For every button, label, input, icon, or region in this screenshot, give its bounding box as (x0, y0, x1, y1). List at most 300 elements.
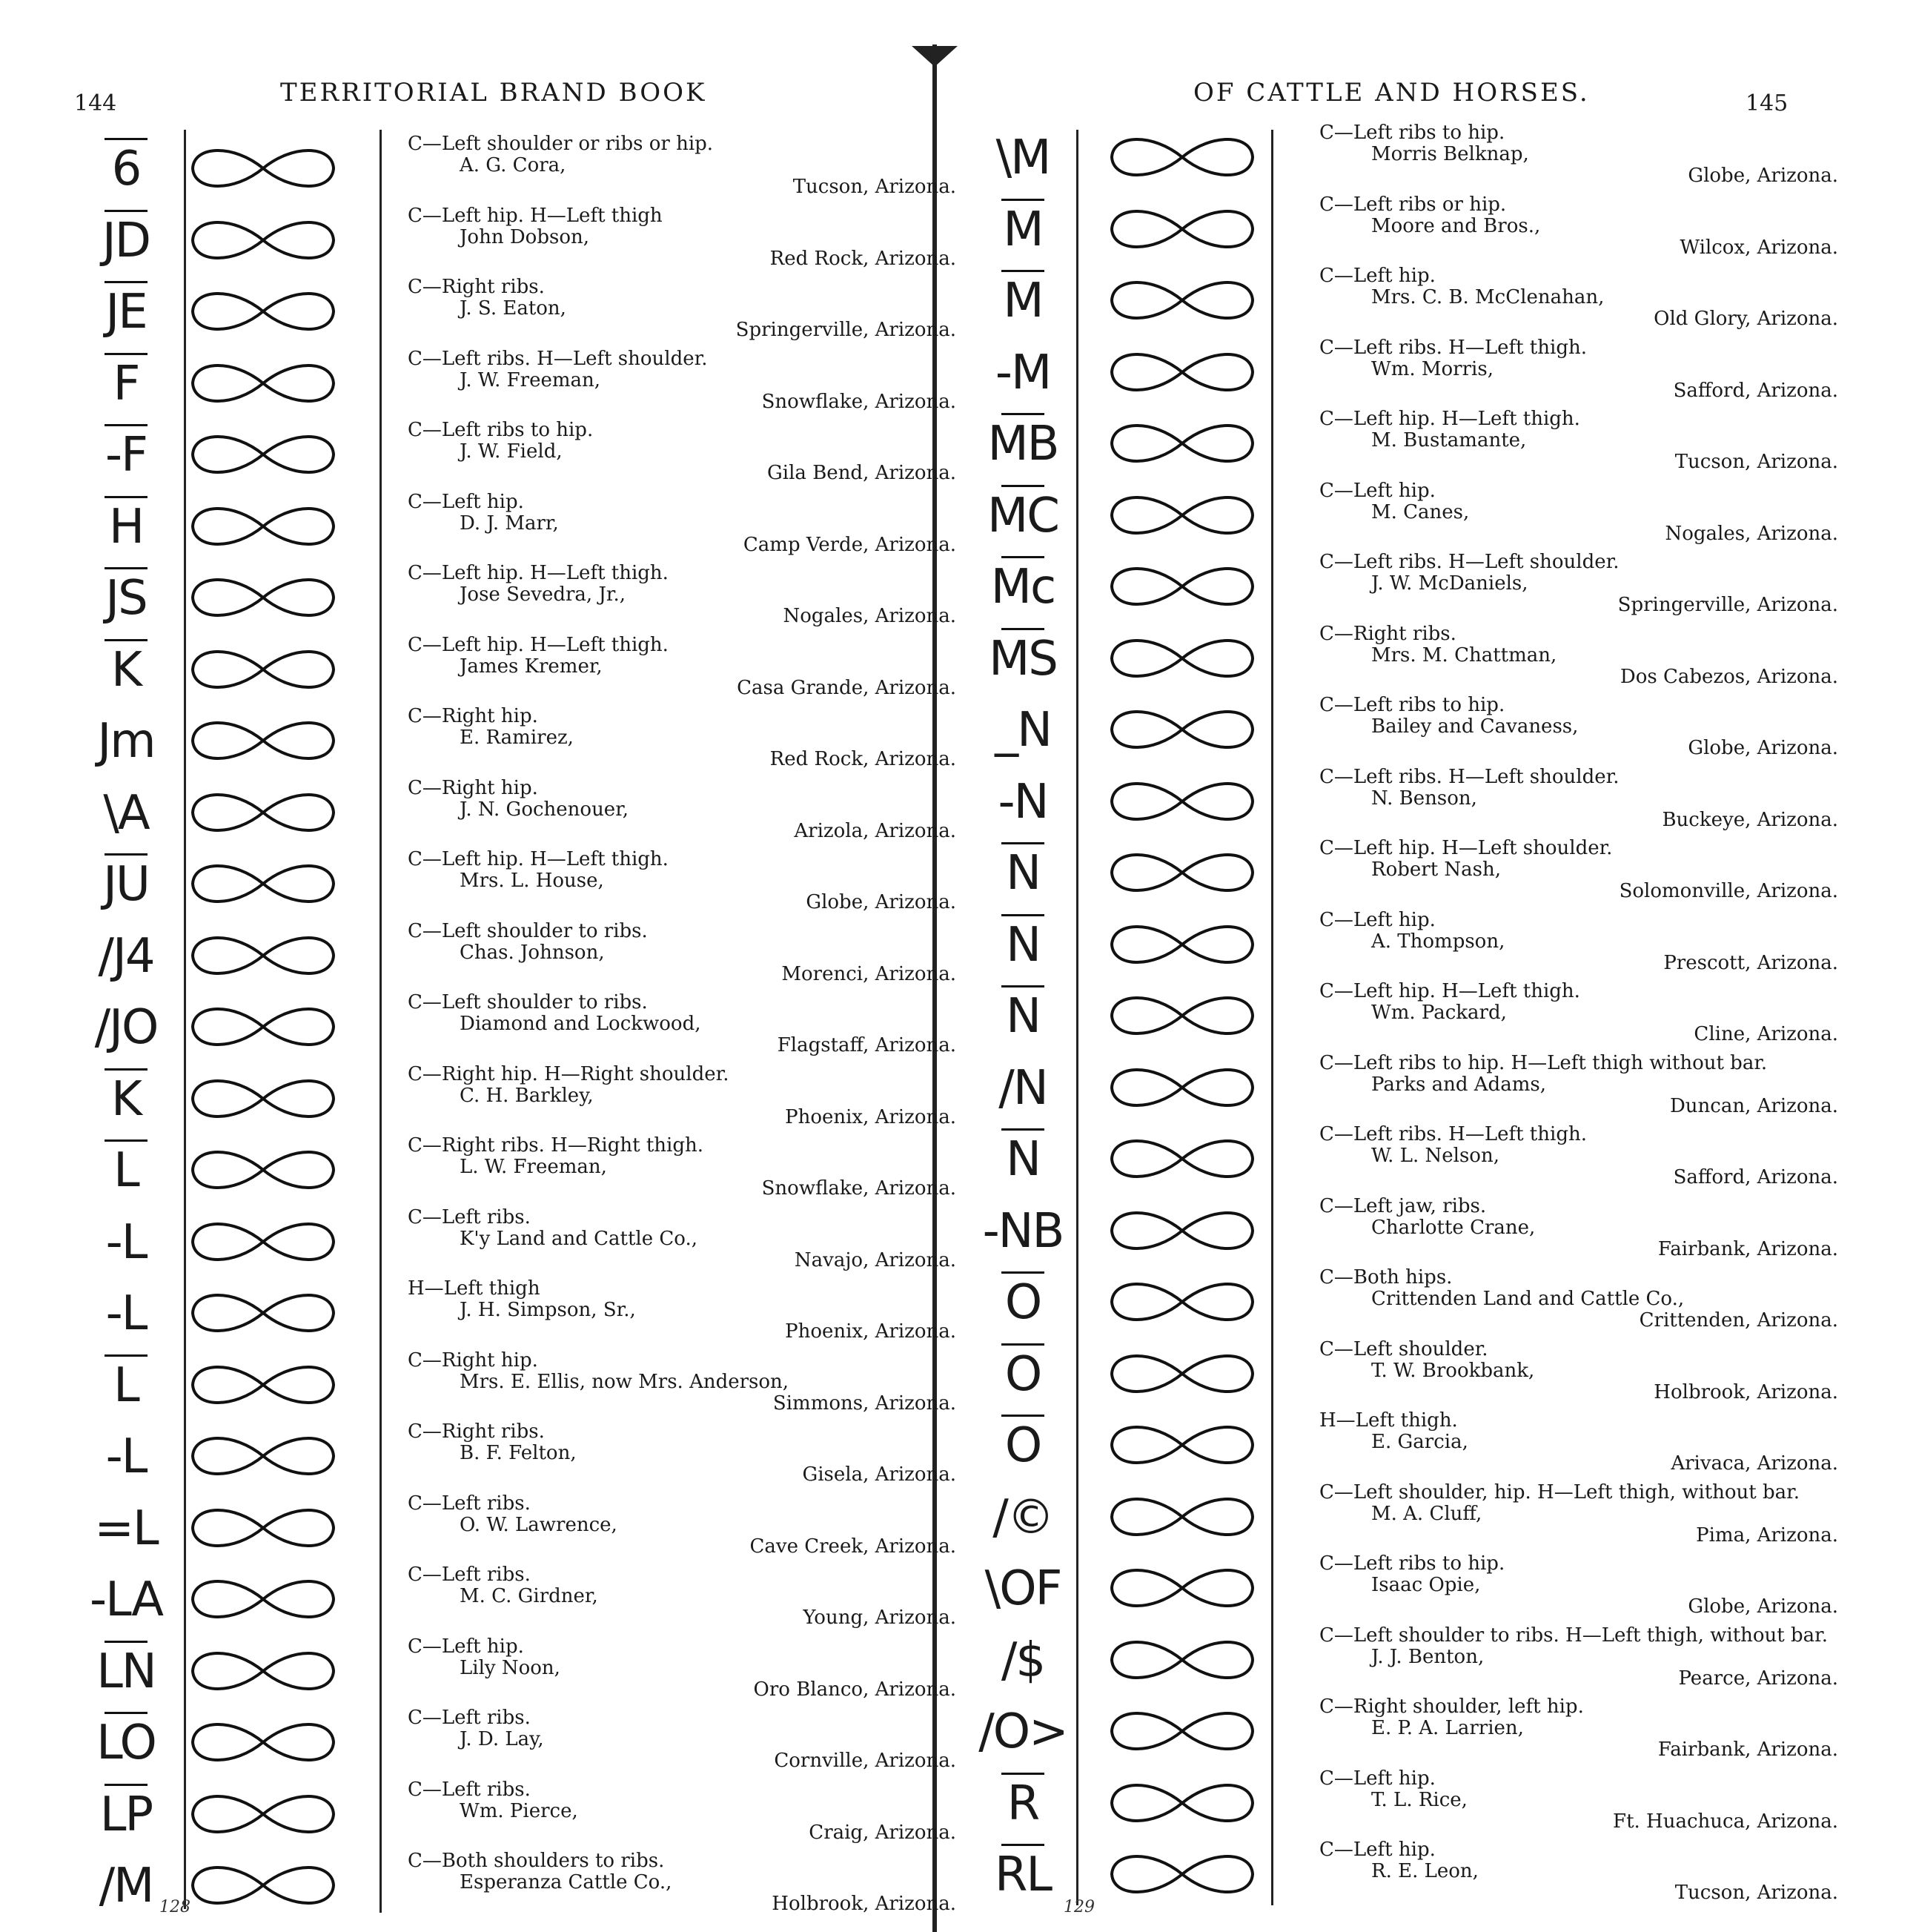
brand-mark-text: L (113, 1143, 139, 1198)
brand-entry (74, 1778, 956, 1850)
brand-mark (74, 849, 178, 920)
brand-mark-text: 6 (111, 142, 141, 196)
animal-hide-diagram (1104, 1556, 1260, 1620)
brand-description (408, 205, 956, 270)
animal-hide-diagram (185, 566, 341, 629)
brand-description (1319, 623, 1838, 688)
brand-description (408, 420, 956, 484)
brand-location: C—Left ribs. (408, 1564, 531, 1586)
hide-outline-icon (1104, 340, 1260, 404)
brand-entry (964, 838, 1897, 909)
brand-location: C—Left shoulder to ribs. H—Left thigh, without bar. (1319, 1624, 1828, 1647)
animal-hide-diagram (185, 1210, 341, 1274)
brand-description (1319, 194, 1838, 259)
page-number: 145 (1746, 90, 1789, 116)
animal-hide-diagram (1104, 411, 1260, 475)
brand-owner: D. J. Marr, (460, 512, 559, 535)
brand-place: Cave Creek, Arizona. (749, 1535, 956, 1558)
brand-description (408, 1278, 956, 1343)
brand-location: C—Left ribs. (408, 1778, 531, 1801)
brand-description (1319, 1196, 1838, 1260)
brand-location: C—Left hip. H—Left thigh. (1319, 980, 1580, 1002)
brand-bar (105, 210, 147, 212)
margin-note: 128 (159, 1898, 190, 1916)
brand-owner: Moore and Bros., (1371, 214, 1541, 237)
hide-outline-icon (185, 423, 341, 486)
brand-entry (74, 1850, 956, 1922)
animal-hide-diagram (185, 208, 341, 272)
brand-mark (964, 1482, 1082, 1553)
animal-hide-diagram (185, 1782, 341, 1846)
hide-outline-icon (185, 494, 341, 558)
brand-mark (964, 1196, 1082, 1267)
brand-location: C—Left ribs. H—Left shoulder. (1319, 551, 1620, 573)
brand-place: Arizola, Arizona. (794, 819, 956, 842)
brand-description (408, 492, 956, 556)
brand-mark-text: -M (995, 345, 1051, 400)
brand-entry (964, 1839, 1897, 1911)
brand-description (408, 1064, 956, 1128)
brand-mark (964, 838, 1082, 909)
animal-hide-diagram (1104, 626, 1260, 690)
brand-location: C—Left ribs. H—Left shoulder. (408, 347, 708, 370)
brand-place: Simmons, Arizona. (772, 1392, 956, 1415)
brand-owner: J. W. Field, (460, 440, 563, 463)
brand-description (408, 1350, 956, 1415)
brand-mark-text: JD (102, 213, 150, 268)
brand-owner: J. D. Lay, (460, 1728, 544, 1750)
brand-entry (964, 1053, 1897, 1124)
brand-mark (74, 1779, 178, 1850)
brand-description (408, 778, 956, 842)
brand-place: Gisela, Arizona. (802, 1463, 956, 1486)
hide-outline-icon (1104, 1699, 1260, 1763)
brand-owner: J. W. Freeman, (460, 368, 601, 391)
brand-location: C—Right hip. H—Right shoulder. (408, 1062, 729, 1085)
brand-location: C—Right ribs. (1319, 622, 1456, 645)
brand-place: Dos Cabezos, Arizona. (1620, 665, 1838, 688)
brand-location: C—Right shoulder, left hip. (1319, 1696, 1584, 1718)
brand-owner: James Kremer, (460, 655, 603, 678)
brand-place: Wilcox, Arizona. (1680, 236, 1838, 259)
animal-hide-diagram (185, 494, 341, 558)
hide-outline-icon (185, 924, 341, 987)
brand-description (1319, 1839, 1838, 1904)
animal-hide-diagram (185, 1639, 341, 1703)
brand-owner: Mrs. M. Chattman, (1371, 644, 1557, 666)
animal-hide-diagram (185, 423, 341, 486)
brand-mark-text: MC (987, 488, 1058, 543)
brand-place: Ft. Huachuca, Arizona. (1613, 1810, 1838, 1833)
animal-hide-diagram (185, 1496, 341, 1560)
brand-place: Prescott, Arizona. (1663, 951, 1838, 974)
brand-bar (105, 496, 147, 498)
animal-hide-diagram (185, 995, 341, 1059)
brand-mark (74, 1564, 178, 1635)
brand-entry (964, 408, 1897, 480)
brand-owner: M. C. Girdner, (460, 1585, 598, 1607)
brand-entry (964, 1267, 1897, 1338)
brand-owner: John Dobson, (460, 225, 589, 248)
brand-mark (74, 1707, 178, 1779)
brand-mark-text: -NB (982, 1203, 1064, 1259)
brand-bar (105, 567, 147, 569)
brand-entry (74, 204, 956, 277)
brand-place: Safford, Arizona. (1673, 1166, 1838, 1188)
brand-place: Old Glory, Arizona. (1654, 308, 1838, 330)
animal-hide-diagram (1104, 1628, 1260, 1692)
brand-owner: M. A. Cluff, (1371, 1502, 1482, 1525)
hide-outline-icon (1104, 1199, 1260, 1263)
brand-description (1319, 480, 1838, 545)
brand-location: C—Left ribs. (408, 1205, 531, 1228)
brand-mark (74, 1135, 178, 1206)
animal-hide-diagram (185, 351, 341, 415)
brand-owner: Esperanza Cattle Co., (460, 1871, 672, 1893)
brand-mark-text: K (111, 642, 141, 698)
brand-description (408, 635, 956, 699)
hide-outline-icon (1104, 1127, 1260, 1191)
brand-location: C—Left jaw, ribs. (1319, 1194, 1487, 1217)
brand-owner: J. N. Gochenouer, (460, 798, 629, 821)
brand-owner: M. Bustamante, (1371, 429, 1527, 451)
brand-owner: K'y Land and Cattle Co., (460, 1227, 697, 1250)
brand-bar (105, 639, 147, 641)
brand-mark (964, 552, 1082, 623)
brand-entry (964, 1696, 1897, 1767)
brand-mark-text: /J4 (98, 928, 154, 984)
brand-description (1319, 910, 1838, 974)
brand-place: Springerville, Arizona. (735, 319, 956, 341)
brand-mark-text: _N (995, 703, 1051, 758)
brand-mark (964, 194, 1082, 265)
hide-outline-icon (1104, 268, 1260, 332)
brand-mark-text: L (113, 1357, 139, 1413)
brand-description (408, 849, 956, 913)
brand-location: C—Left hip. H—Left thigh. (408, 633, 669, 656)
hide-outline-icon (1104, 555, 1260, 618)
brand-entry (74, 1564, 956, 1635)
brand-entry (964, 767, 1897, 838)
brand-place: Holbrook, Arizona. (772, 1893, 956, 1915)
brand-entry (964, 1339, 1897, 1410)
brand-description (408, 348, 956, 413)
animal-hide-diagram (1104, 1699, 1260, 1763)
brand-place: Oro Blanco, Arizona. (753, 1678, 956, 1701)
brand-bar (105, 853, 147, 856)
brand-owner: C. H. Barkley, (460, 1084, 594, 1107)
animal-hide-diagram (1104, 340, 1260, 404)
brand-description (408, 1850, 956, 1915)
right-page (945, 0, 1916, 1932)
hide-outline-icon (1104, 197, 1260, 261)
brand-mark (74, 921, 178, 992)
brand-location: C—Left shoulder, hip. H—Left thigh, without bar. (1319, 1481, 1800, 1503)
brand-location: C—Left hip. H—Left thigh (408, 204, 663, 227)
brand-mark (964, 408, 1082, 480)
brand-description (408, 1493, 956, 1558)
brand-location: C—Left ribs. H—Left thigh. (1319, 1123, 1587, 1145)
brand-mark (74, 1421, 178, 1492)
brand-entry (74, 848, 956, 920)
brand-description (408, 1564, 956, 1629)
brand-place: Camp Verde, Arizona. (743, 533, 956, 556)
hide-outline-icon (185, 351, 341, 415)
animal-hide-diagram (1104, 698, 1260, 761)
brand-entry (964, 1196, 1897, 1267)
brand-mark (74, 133, 178, 205)
brand-entry (74, 919, 956, 992)
animal-hide-diagram (1104, 555, 1260, 618)
hide-outline-icon (185, 638, 341, 701)
brand-description (1319, 1124, 1838, 1188)
brand-mark (964, 1696, 1082, 1767)
brand-place: Fairbank, Arizona. (1657, 1237, 1838, 1260)
brand-description (1319, 265, 1838, 330)
hide-outline-icon (1104, 984, 1260, 1048)
brand-entry (74, 1134, 956, 1206)
brand-entry (964, 265, 1897, 337)
brand-place: Snowflake, Arizona. (761, 1177, 956, 1200)
brand-mark-text: /JO (94, 1000, 158, 1055)
hide-outline-icon (1104, 1413, 1260, 1477)
brand-owner: E. Ramirez, (460, 727, 574, 749)
brand-mark-text: O (1004, 1275, 1041, 1330)
brand-entry (74, 1420, 956, 1492)
brand-place: Red Rock, Arizona. (769, 247, 956, 270)
hide-outline-icon (185, 1710, 341, 1774)
animal-hide-diagram (185, 1281, 341, 1345)
brand-entry (964, 695, 1897, 766)
brand-mark-text: /N (998, 1060, 1047, 1116)
hide-outline-icon (185, 852, 341, 916)
brand-entry (74, 276, 956, 348)
hide-outline-icon (1104, 770, 1260, 833)
brand-mark-text: /O> (978, 1704, 1067, 1759)
brand-description (1319, 767, 1838, 831)
brand-entry (74, 1635, 956, 1707)
brand-location: C—Left hip. (408, 1635, 524, 1658)
brand-owner: N. Benson, (1371, 787, 1477, 810)
brand-place: Globe, Arizona. (806, 891, 956, 913)
brand-place: Springerville, Arizona. (1617, 594, 1838, 616)
brand-owner: Chas. Johnson, (460, 941, 605, 964)
hide-outline-icon (185, 566, 341, 629)
brand-place: Snowflake, Arizona. (761, 390, 956, 413)
brand-mark (74, 635, 178, 706)
hide-outline-icon (1104, 483, 1260, 547)
brand-mark-text: LP (99, 1787, 153, 1842)
brand-mark-text: RL (994, 1847, 1052, 1902)
running-title: OF CATTLE AND HORSES. (1193, 78, 1590, 107)
brand-place: Pima, Arizona. (1696, 1524, 1838, 1546)
brand-description (1319, 552, 1838, 616)
brand-description (1319, 1768, 1838, 1833)
brand-entry (964, 552, 1897, 623)
brand-mark (74, 778, 178, 849)
brand-description (408, 1207, 956, 1271)
brand-bar (1001, 485, 1044, 487)
brand-description (408, 992, 956, 1056)
brand-description (408, 1421, 956, 1486)
brand-location: H—Left thigh. (1319, 1409, 1458, 1432)
brand-mark (964, 1410, 1082, 1481)
hide-outline-icon (1104, 913, 1260, 976)
animal-hide-diagram (1104, 1342, 1260, 1406)
brand-location: C—Left hip. (408, 490, 524, 513)
brand-mark (964, 265, 1082, 337)
brand-mark-text: \M (995, 130, 1050, 185)
brand-owner: J. W. McDaniels, (1371, 572, 1528, 595)
brand-mark (74, 1207, 178, 1278)
hide-outline-icon (1104, 411, 1260, 475)
brand-location: C—Left ribs. (408, 1707, 531, 1729)
brand-location: C—Left ribs. (408, 1492, 531, 1515)
brand-location: C—Left shoulder to ribs. (408, 991, 648, 1013)
brand-mark-text: N (1006, 846, 1040, 901)
brand-location: C—Left hip. H—Left thigh. (408, 848, 669, 870)
brand-owner: Wm. Morris, (1371, 357, 1494, 380)
hide-outline-icon (185, 1853, 341, 1917)
brand-mark-text: LN (96, 1644, 156, 1699)
brand-description (1319, 838, 1838, 902)
brand-entry (964, 1124, 1897, 1195)
brand-entry (964, 981, 1897, 1052)
brand-owner: Robert Nash, (1371, 859, 1502, 881)
brand-place: Casa Grande, Arizona. (737, 676, 956, 699)
brand-location: C—Right hip. (408, 705, 538, 727)
hide-outline-icon (185, 1067, 341, 1131)
brand-mark-text: O (1004, 1346, 1041, 1402)
brand-description (1319, 1482, 1838, 1546)
hide-outline-icon (185, 279, 341, 343)
brand-place: Craig, Arizona. (809, 1821, 956, 1844)
brand-entry (74, 1205, 956, 1278)
hide-outline-icon (185, 1353, 341, 1417)
animal-hide-diagram (185, 1567, 341, 1631)
brand-description (1319, 981, 1838, 1045)
brand-description (408, 1135, 956, 1200)
animal-hide-diagram (1104, 125, 1260, 189)
brand-description (408, 1636, 956, 1701)
brand-description (1319, 337, 1838, 402)
brand-bar (105, 1068, 147, 1071)
brand-mark (964, 767, 1082, 838)
brand-place: Holbrook, Arizona. (1654, 1380, 1838, 1403)
brand-bar (105, 1641, 147, 1643)
brand-owner: T. L. Rice, (1371, 1788, 1468, 1811)
brand-bar (105, 1354, 147, 1357)
brand-owner: T. W. Brookbank, (1371, 1359, 1535, 1382)
brand-mark (74, 492, 178, 563)
animal-hide-diagram (185, 1424, 341, 1488)
hide-outline-icon (185, 1424, 341, 1488)
brand-location: H—Left thigh (408, 1277, 540, 1300)
brand-location: C—Left ribs to hip. (408, 419, 594, 441)
brand-entry (74, 419, 956, 491)
brand-mark-text: /M (99, 1859, 153, 1913)
animal-hide-diagram (1104, 984, 1260, 1048)
brand-description (408, 133, 956, 198)
animal-hide-diagram (1104, 1127, 1260, 1191)
hide-outline-icon (185, 208, 341, 272)
brand-location: C—Left hip. H—Left thigh. (1319, 408, 1580, 430)
animal-hide-diagram (1104, 1485, 1260, 1549)
brand-description (1319, 408, 1838, 473)
brand-place: Cornville, Arizona. (774, 1750, 956, 1772)
brand-owner: Isaac Opie, (1371, 1574, 1481, 1596)
brand-entry (964, 1625, 1897, 1696)
brand-location: C—Left shoulder. (1319, 1337, 1488, 1360)
brand-description (1319, 1553, 1838, 1618)
hide-outline-icon (185, 995, 341, 1059)
brand-location: C—Left ribs or hip. (1319, 193, 1507, 216)
brand-entry (74, 1062, 956, 1135)
left-page (0, 0, 956, 1932)
brand-mark (74, 706, 178, 777)
brand-mark-text: -F (105, 428, 147, 483)
brand-entry (964, 194, 1897, 265)
brand-location: C—Left shoulder to ribs. (408, 919, 648, 942)
brand-entry (74, 991, 956, 1063)
brand-location: C—Left ribs. H—Left shoulder. (1319, 765, 1620, 788)
brand-location: C—Left ribs to hip. (1319, 694, 1505, 716)
brand-mark (964, 1768, 1082, 1839)
brand-mark-text: O (1004, 1418, 1041, 1473)
brand-location: C—Left ribs to hip. (1319, 1552, 1505, 1575)
brand-mark (964, 981, 1082, 1052)
brand-location: C—Right hip. (408, 1349, 538, 1372)
brand-mark (74, 1350, 178, 1421)
brand-place: Buckeye, Arizona. (1662, 808, 1838, 831)
brand-mark (74, 1064, 178, 1135)
brand-mark-text: JS (105, 571, 147, 626)
animal-hide-diagram (1104, 913, 1260, 976)
brand-mark (964, 1053, 1082, 1124)
brand-mark-text: MS (989, 631, 1057, 687)
brand-mark-text: \A (103, 785, 149, 841)
animal-hide-diagram (1104, 770, 1260, 833)
brand-place: Fairbank, Arizona. (1657, 1739, 1838, 1761)
brand-entry (74, 347, 956, 420)
hide-outline-icon (185, 1138, 341, 1202)
brand-owner: Bailey and Cavaness, (1371, 715, 1579, 738)
brand-entry (964, 122, 1897, 193)
brand-bar (1001, 628, 1044, 630)
brand-place: Globe, Arizona. (1688, 165, 1838, 187)
brand-mark-text: N (1006, 1132, 1040, 1187)
brand-mark-text: /$ (1001, 1632, 1045, 1688)
brand-bar (1001, 914, 1044, 916)
brand-mark (964, 1267, 1082, 1338)
hide-outline-icon (185, 709, 341, 773)
brand-place: Nogales, Arizona. (783, 605, 956, 627)
brand-place: Gila Bend, Arizona. (767, 462, 956, 484)
brand-owner: Mrs. L. House, (460, 870, 604, 892)
brand-location: C—Right ribs. H—Right thigh. (408, 1134, 703, 1157)
hide-outline-icon (1104, 1771, 1260, 1835)
brand-place: Pearce, Arizona. (1678, 1667, 1838, 1690)
brand-bar (105, 138, 147, 140)
animal-hide-diagram (185, 1353, 341, 1417)
brand-entry (74, 633, 956, 706)
brand-description (408, 1779, 956, 1844)
animal-hide-diagram (1104, 1771, 1260, 1835)
brand-mark (964, 1625, 1082, 1696)
brand-mark-text: R (1007, 1776, 1039, 1831)
brand-description (1319, 1053, 1838, 1117)
brand-place: Tucson, Arizona. (1674, 451, 1838, 473)
